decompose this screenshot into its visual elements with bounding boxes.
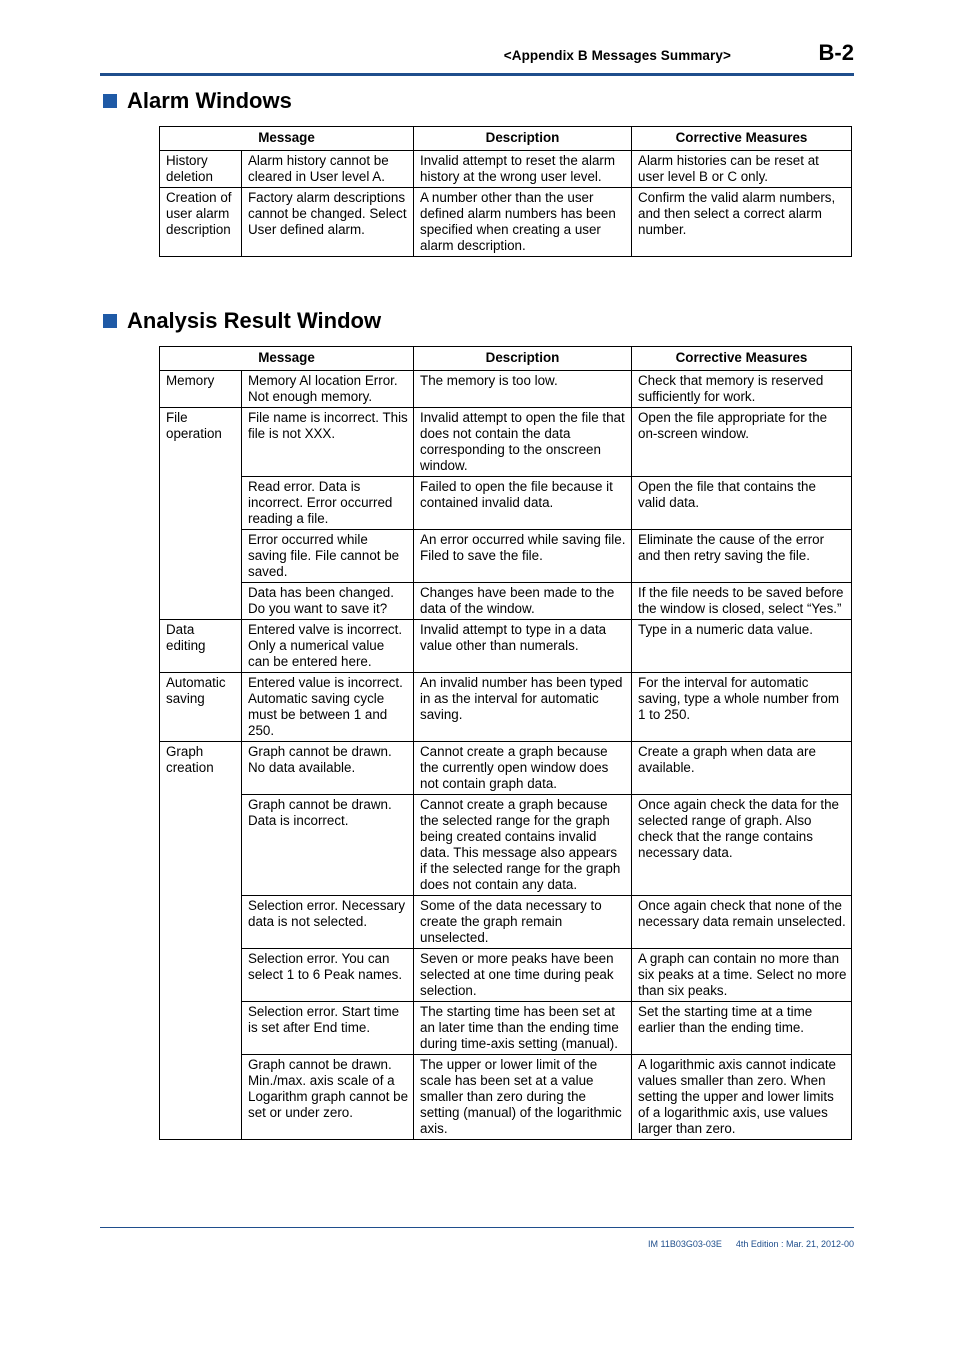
measures-cell: For the interval for automatic saving, type a whole number from 1 to 250. bbox=[632, 673, 852, 742]
description-cell: Invalid attempt to open the file that does not contain the data corresponding to the onscreen window. bbox=[414, 408, 632, 477]
footer bbox=[500, 1239, 854, 1249]
description-cell: The memory is too low. bbox=[414, 371, 632, 408]
table-row bbox=[160, 188, 852, 257]
measures-cell: Confirm the valid alarm numbers, and then select a correct alarm number. bbox=[632, 188, 852, 257]
description-cell: An error occurred while saving file. Filed to save the file. bbox=[414, 530, 632, 583]
column-header-message: Message bbox=[160, 347, 414, 371]
page-number: B-2 bbox=[818, 40, 854, 65]
footer-edition: 4th Edition : Mar. 21, 2012-00 bbox=[735, 1239, 854, 1249]
description-cell: A number other than the user defined alarm numbers has been specified when creating a user alarm description. bbox=[414, 188, 632, 257]
table-header-row bbox=[160, 127, 852, 151]
category-cell: File operation bbox=[160, 408, 242, 620]
running-header: <Appendix B Messages Summary> bbox=[503, 48, 731, 63]
category-cell: Data editing bbox=[160, 620, 242, 673]
message-cell: Entered value is incorrect. Automatic saving cycle must be between 1 and 250. bbox=[242, 673, 414, 742]
table-header-row bbox=[160, 347, 852, 371]
measures-cell: Create a graph when data are available. bbox=[632, 742, 852, 795]
table-row bbox=[160, 742, 852, 795]
square-bullet-icon bbox=[103, 314, 117, 328]
description-cell: Some of the data necessary to create the graph remain unselected. bbox=[414, 896, 632, 949]
header-rule bbox=[100, 73, 854, 76]
table-row bbox=[160, 530, 852, 583]
table-row bbox=[160, 620, 852, 673]
table-row bbox=[160, 408, 852, 477]
category-cell: Graph creation bbox=[160, 742, 242, 1140]
message-cell: File name is incorrect. This file is not XXX. bbox=[242, 408, 414, 477]
message-cell: Graph cannot be drawn. Min./max. axis scale of a Logarithm graph cannot be set or under zero. bbox=[242, 1055, 414, 1140]
description-cell: The upper or lower limit of the scale has been set at a value smaller than zero during the setting (manual) of the logarithmic axis. bbox=[414, 1055, 632, 1140]
column-header-measures: Corrective Measures bbox=[632, 347, 852, 371]
category-cell: Memory bbox=[160, 371, 242, 408]
table-row bbox=[160, 1002, 852, 1055]
category-cell: Automatic saving bbox=[160, 673, 242, 742]
description-cell: Changes have been made to the data of the window. bbox=[414, 583, 632, 620]
section-title-text: Alarm Windows bbox=[127, 88, 292, 113]
message-cell: Read error. Data is incorrect. Error occurred reading a file. bbox=[242, 477, 414, 530]
measures-cell: Alarm histories can be reset at user level B or C only. bbox=[632, 151, 852, 188]
message-cell: Graph cannot be drawn. Data is incorrect. bbox=[242, 795, 414, 896]
description-cell: Invalid attempt to type in a data value other than numerals. bbox=[414, 620, 632, 673]
message-cell: Factory alarm descriptions cannot be changed. Select User defined alarm. bbox=[242, 188, 414, 257]
table-row bbox=[160, 673, 852, 742]
measures-cell: Set the starting time at a time earlier than the ending time. bbox=[632, 1002, 852, 1055]
message-cell: Error occurred while saving file. File cannot be saved. bbox=[242, 530, 414, 583]
section-title-analysis-result-window bbox=[103, 308, 381, 334]
table-row bbox=[160, 949, 852, 1002]
measures-cell: Open the file that contains the valid data. bbox=[632, 477, 852, 530]
description-cell: Cannot create a graph because the selected range for the graph being created contains invalid data. This message also appears if the selected range for the graph does not contain any data. bbox=[414, 795, 632, 896]
square-bullet-icon bbox=[103, 94, 117, 108]
table-row bbox=[160, 477, 852, 530]
measures-cell: A logarithmic axis cannot indicate values smaller than zero. When setting the upper and lower limits of a logarithmic axis, use values larger than zero. bbox=[632, 1055, 852, 1140]
category-cell: History deletion bbox=[160, 151, 242, 188]
measures-cell: Once again check the data for the selected range of graph. Also check that the range contains necessary data. bbox=[632, 795, 852, 896]
measures-cell: Check that memory is reserved sufficiently for work. bbox=[632, 371, 852, 408]
message-cell: Entered valve is incorrect. Only a numerical value can be entered here. bbox=[242, 620, 414, 673]
table-row bbox=[160, 583, 852, 620]
message-cell: Alarm history cannot be cleared in User level A. bbox=[242, 151, 414, 188]
description-cell: Failed to open the file because it contained invalid data. bbox=[414, 477, 632, 530]
column-header-measures: Corrective Measures bbox=[632, 127, 852, 151]
message-cell: Memory Al location Error. Not enough memory. bbox=[242, 371, 414, 408]
table-row bbox=[160, 1055, 852, 1140]
message-cell: Graph cannot be drawn. No data available. bbox=[242, 742, 414, 795]
description-cell: The starting time has been set at an later time than the ending time during time-axis setting (manual). bbox=[414, 1002, 632, 1055]
message-cell: Data has been changed. Do you want to save it? bbox=[242, 583, 414, 620]
section-title-alarm-windows bbox=[103, 88, 292, 114]
message-cell: Selection error. Necessary data is not selected. bbox=[242, 896, 414, 949]
measures-cell: If the file needs to be saved before the window is closed, select “Yes.” bbox=[632, 583, 852, 620]
measures-cell: Type in a numeric data value. bbox=[632, 620, 852, 673]
message-cell: Selection error. Start time is set after End time. bbox=[242, 1002, 414, 1055]
table-row bbox=[160, 896, 852, 949]
message-cell: Selection error. You can select 1 to 6 Peak names. bbox=[242, 949, 414, 1002]
footer-doc-id: IM 11B03G03-03E bbox=[648, 1239, 722, 1249]
analysis-result-table bbox=[159, 346, 852, 1140]
column-header-description: Description bbox=[414, 347, 632, 371]
description-cell: An invalid number has been typed in as the interval for automatic saving. bbox=[414, 673, 632, 742]
measures-cell: Eliminate the cause of the error and then retry saving the file. bbox=[632, 530, 852, 583]
table-row bbox=[160, 151, 852, 188]
description-cell: Cannot create a graph because the currently open window does not contain graph data. bbox=[414, 742, 632, 795]
measures-cell: A graph can contain no more than six peaks at a time. Select no more than six peaks. bbox=[632, 949, 852, 1002]
measures-cell: Open the file appropriate for the on-screen window. bbox=[632, 408, 852, 477]
description-cell: Invalid attempt to reset the alarm history at the wrong user level. bbox=[414, 151, 632, 188]
table-row bbox=[160, 371, 852, 408]
alarm-windows-table bbox=[159, 126, 852, 257]
measures-cell: Once again check that none of the necessary data remain unselected. bbox=[632, 896, 852, 949]
table-row bbox=[160, 795, 852, 896]
column-header-message: Message bbox=[160, 127, 414, 151]
column-header-description: Description bbox=[414, 127, 632, 151]
section-title-text: Analysis Result Window bbox=[127, 308, 382, 333]
footer-rule bbox=[100, 1227, 854, 1228]
description-cell: Seven or more peaks have been selected at one time during peak selection. bbox=[414, 949, 632, 1002]
category-cell: Creation of user alarm description bbox=[160, 188, 242, 257]
